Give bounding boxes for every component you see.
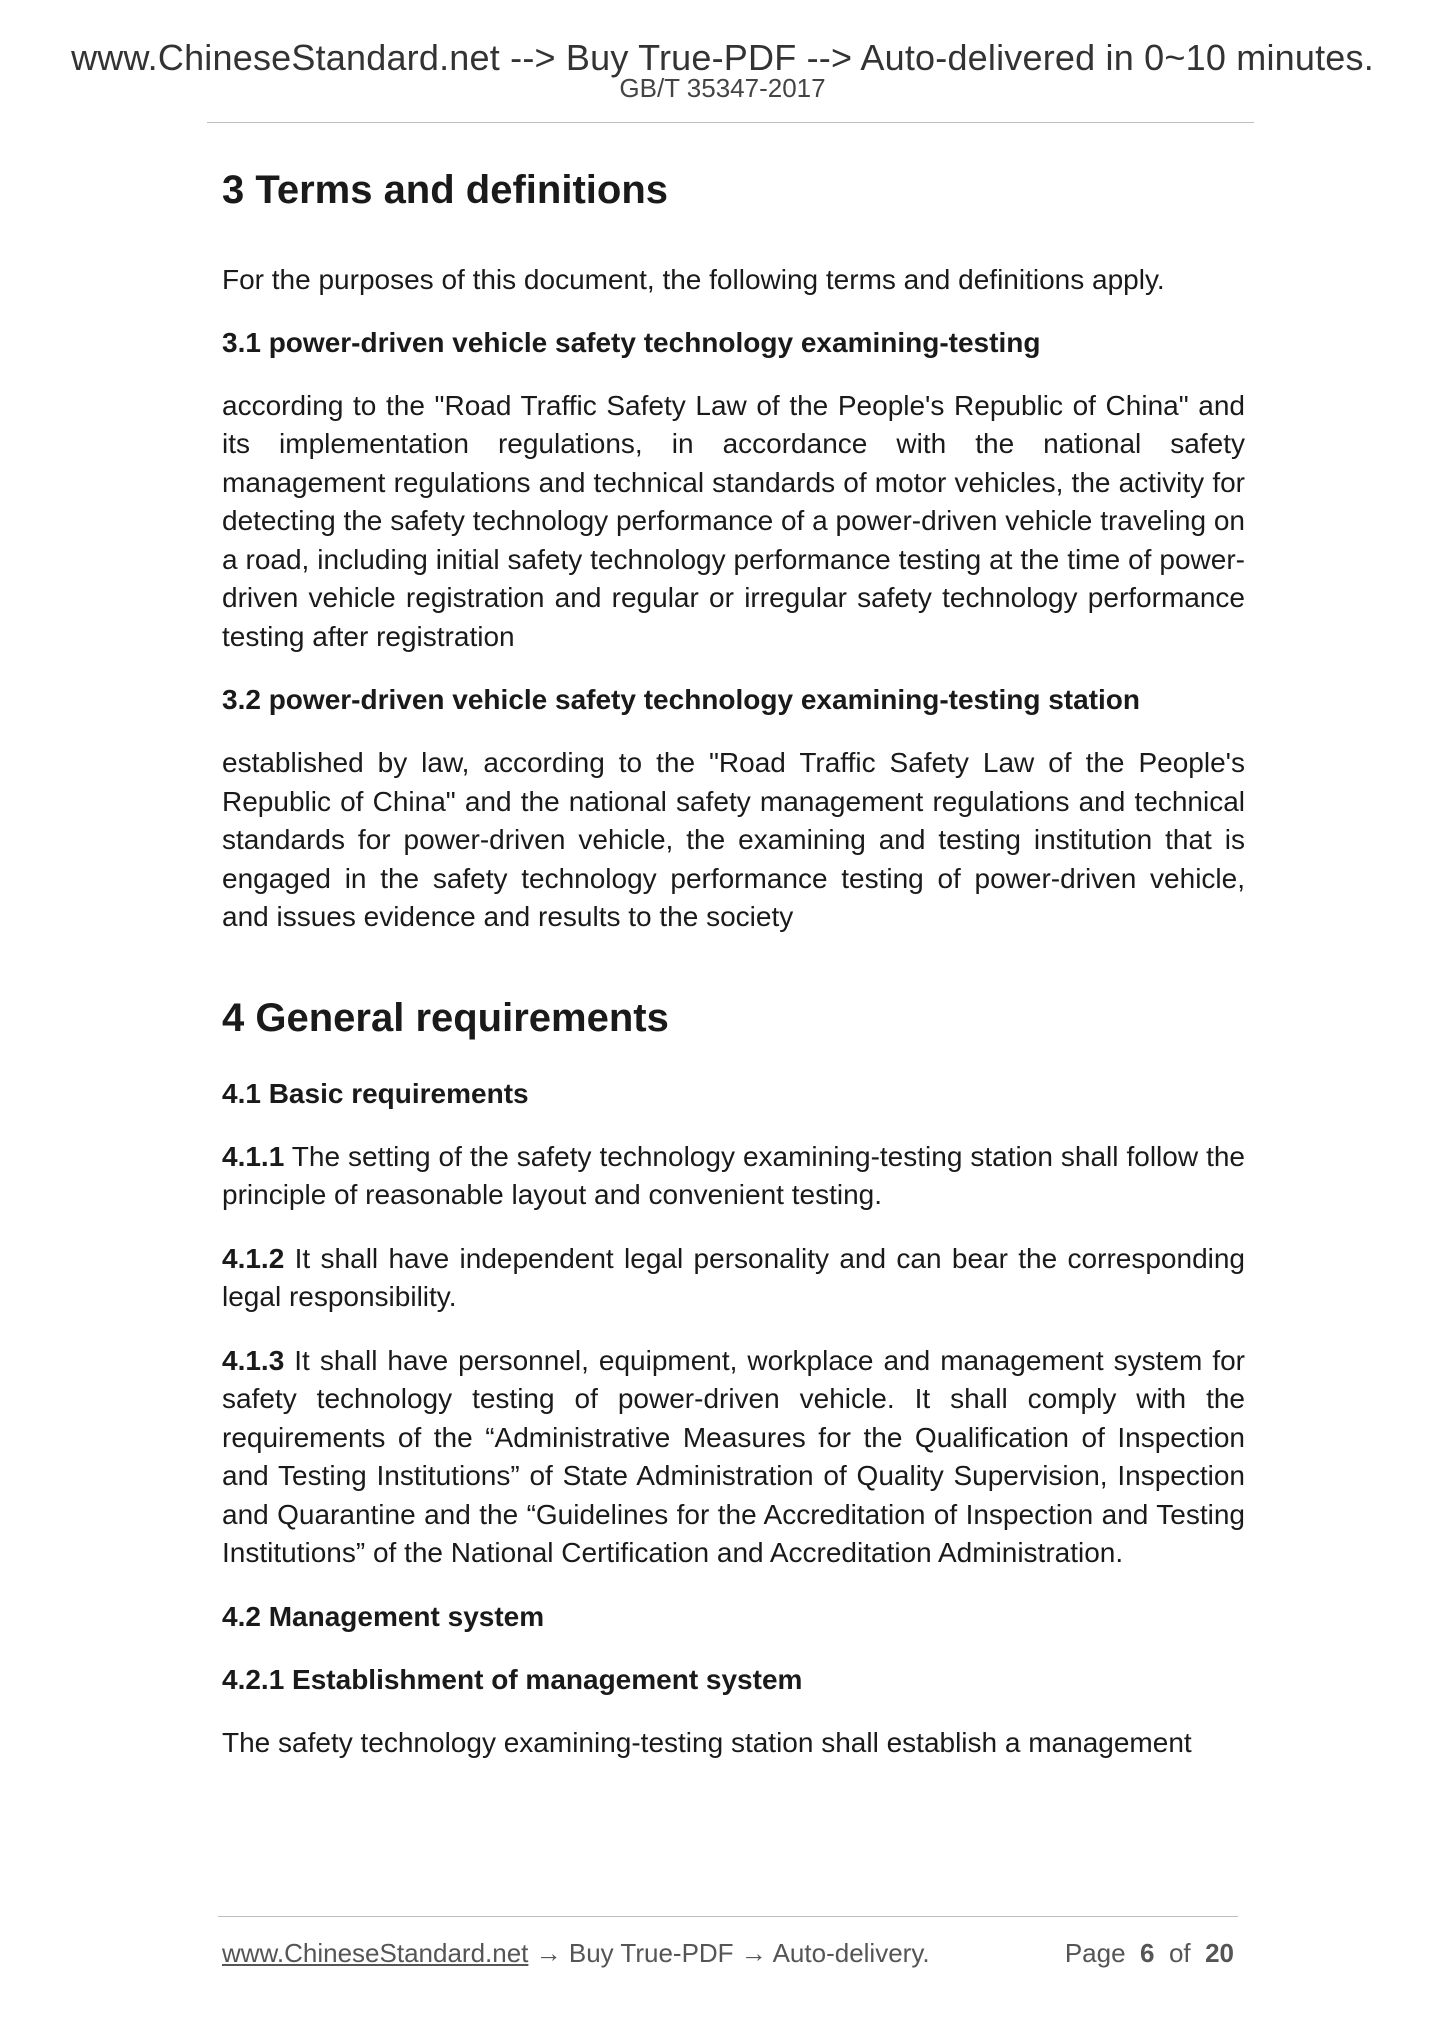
clause-number: 4.1.2 [222,1242,285,1274]
footer-links [222,1935,930,1971]
section-4-title: 4 General requirements [222,995,669,1040]
footer-delivery-text: Auto-delivery. [772,1938,930,1968]
standard-code: GB/T 35347-2017 [619,73,826,103]
clause-text: The setting of the safety technology examining-testing station shall follow the principle of reasonable layout and convenient testing. [222,1140,1245,1210]
arrow-icon: → [528,1938,569,1968]
page-label: Page [1064,1938,1126,1968]
arrow-icon: → [733,1938,773,1968]
clause-number: 4.1.3 [222,1344,285,1376]
section-3-title: 3 Terms and definitions [222,168,668,212]
footer-buy-text: Buy True-PDF [568,1938,734,1968]
page-footer [222,1935,1234,1971]
clause-4-1-2 [222,1240,1245,1317]
page-indicator [1065,1935,1234,1971]
clause-number: 4.1.1 [222,1140,285,1172]
header-divider [207,122,1254,123]
clause-3-2-text: established by law, according to the "Road Traffic Safety Law of the People's Republic of China" and the national safety management regulations and technical standards for power-driven vehicle, the examining and testing institution that is engaged in the safety technology performance testing of power-driven vehicle, and issues evidence and results to the society [222,747,1245,932]
clause-4-2-1-title: 4.2.1 Establishment of management system [222,1663,803,1695]
page-content [222,165,1245,1762]
clause-text: It shall have personnel, equipment, workplace and management system for safety technology testing of power-driven vehicle. It shall comply with the requirements of the “Administrative Measures for the Qualification of Inspection and Testing Institutions” of State Administration of Quality Supervision, Inspection and Quarantine and the “Guidelines for the Accreditation of Inspection and Testing Institutions” of the National Certification and Accreditation Administration. [222,1344,1245,1568]
clause-3-1-title: 3.1 power-driven vehicle safety technology examining-testing [222,326,1041,358]
clause-4-2-1-text: The safety technology examining-testing station shall establish a management [222,1726,1192,1758]
clause-text: It shall have independent legal personality and can bear the corresponding legal responsibility. [222,1242,1245,1312]
clause-4-1-1 [222,1138,1245,1215]
clause-3-2-title: 3.2 power-driven vehicle safety technology examining-testing station [222,684,1140,715]
section-3-intro: For the purposes of this document, the following terms and definitions apply. [222,264,1165,295]
of-label: of [1168,1938,1191,1968]
header-banner: www.ChineseStandard.net --> Buy True-PDF --> Auto-delivered in 0~10 minutes. [71,37,1374,78]
page-number: 6 [1140,1938,1155,1968]
clause-4-2-title: 4.2 Management system [222,1600,545,1632]
footer-site-link[interactable]: www.ChineseStandard.net [222,1938,529,1968]
clause-3-1-text: according to the "Road Traffic Safety Law of the People's Republic of China" and its implementation regulations, in accordance with the national safety management regulations and technical standards of motor vehicles, the activity for detecting the safety technology performance of a power-driven vehicle traveling on a road, including initial safety technology performance testing at the time of power-driven vehicle registration and regular or irregular safety technology performance testing after registration [222,389,1245,652]
clause-4-1-3 [222,1342,1245,1573]
footer-divider [218,1916,1238,1917]
clause-4-1-title: 4.1 Basic requirements [222,1077,529,1109]
total-pages: 20 [1205,1938,1234,1968]
